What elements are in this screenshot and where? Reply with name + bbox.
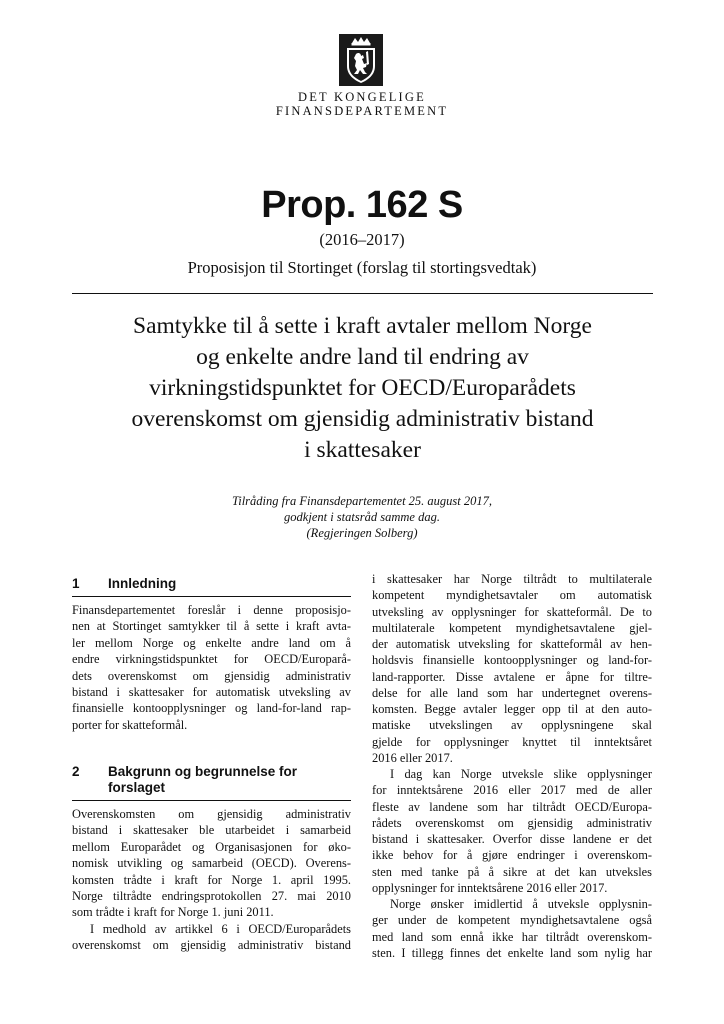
right-column-paragraph (372, 571, 652, 961)
text-line: nomisk utvikling og samarbeid (OECD). Overens- (72, 856, 351, 871)
text-line: ger under de kompetent myndighetsavtalene også (372, 913, 652, 928)
text-line: mellom Europarådet og Organisasjonen for øko- (72, 839, 351, 854)
text-line: komsten trådte i kraft for Norge 1. april 1995. (72, 872, 351, 887)
title-line: virkningstidspunktet for OECD/Europarådets (149, 375, 576, 401)
text-line: Norge ønsker imidlertid å utveksle opplysnin- (390, 897, 652, 911)
section-divider (72, 596, 351, 597)
text-line: der automatisk utveksling for skatteformål av hen- (372, 637, 652, 651)
approval-line: Tilråding fra Finansdepartementet 25. august 2017, (231, 494, 493, 508)
text-line: opplysninger for inntektsårene 2016 eller 2017. (372, 880, 608, 895)
section-title-line: forslaget (108, 779, 166, 795)
text-line: bistand i skattesaker ble utarbeidet i samarbeid (72, 823, 351, 838)
text-line: endre virkningstidspunktet for OECD/Europarå- (72, 652, 351, 667)
text-line: gjelde for opplysninger knyttet til inntektsåret (372, 734, 652, 749)
text-line: utveksling av opplysninger for skatteformål. De to (372, 604, 652, 619)
text-line: land-rapporter. Disse avtalene er åpne for tiltre- (372, 669, 652, 684)
text-line: I medhold av artikkel 6 i OECD/Europarådets (90, 921, 351, 936)
approval-line: godkjent i statsråd samme dag. (284, 510, 440, 524)
text-line: finansielle kontoopplysninger og land-for-land rap- (72, 701, 351, 716)
text-line: komsten. Begge avtaler legger opp til at den auto- (372, 702, 652, 716)
text-line: bistand i skattesaker for automatisk utveksling av (72, 684, 351, 699)
proposition-type: Proposisjon til Stortinget (forslag til stortingsvedtak) (187, 258, 537, 277)
section-number: 1 (72, 576, 80, 591)
title-line: i skattesaker (304, 437, 421, 463)
approval-line: (Regjeringen Solberg) (306, 526, 418, 540)
text-line: bistand i skattesaker. Overfor disse landene er det (372, 832, 652, 846)
session-years: (2016–2017) (319, 230, 405, 249)
text-line: i skattesaker har Norge tiltrådt to multilaterale (372, 572, 652, 586)
text-line: dets overenskomst om gjensidig administrativ (72, 668, 351, 683)
text-line: sten med tanke på å sikre at det kan utveksles (372, 864, 652, 879)
text-line: delse for alle land som har undertegnet overens- (372, 685, 652, 700)
text-line: Overenskomsten om gjensidig administrativ (72, 807, 351, 821)
ministry-name-line2: FINANSDEPARTEMENT (275, 104, 449, 118)
text-line: ler mellom Norge og enkelte andre land om å (72, 635, 351, 650)
text-line: Finansdepartementet foreslår i denne proposisjo- (72, 603, 351, 617)
section-2-paragraph (72, 806, 351, 954)
title-line: og enkelte andre land til endring av (196, 344, 529, 370)
text-line: Norge tiltrådte endringsprotokollen 27. mai 2010 (72, 888, 351, 903)
approval-note (0, 493, 724, 541)
title-line: Samtykke til å sette i kraft avtaler mellom Norge (133, 313, 592, 339)
text-line: rådets overenskomst om gjensidig administrativ (372, 815, 652, 830)
text-line: 2016 eller 2017. (372, 750, 453, 765)
text-line: sten. I tillegg finnes det enkelte land som nylig har (372, 945, 652, 960)
ministry-name-line1: DET KONGELIGE (297, 90, 426, 104)
section-1-paragraph (72, 602, 351, 733)
text-line: som trådte i kraft for Norge 1. juni 2011. (72, 905, 274, 920)
text-line: nen at Stortinget samtykker til å sette i kraft avta- (72, 619, 351, 634)
text-line: fleste av landene som har tiltrådt OECD/Europa- (372, 799, 652, 814)
text-line: kompetent myndighetsavtaler om automatisk (372, 588, 652, 603)
document-title (72, 311, 653, 466)
text-line: for inntektsårene 2016 eller 2017 med de aller (372, 783, 652, 798)
text-line: holdsvis finansielle kontoopplysninger og land-for- (372, 653, 652, 668)
section-title: Innledning (108, 576, 177, 591)
text-line: med land som ennå ikke har tiltrådt overenskom- (372, 929, 652, 944)
title-divider (72, 293, 653, 294)
text-line: overenskomst om gjensidig administrativ bistand (72, 938, 351, 953)
title-line: overenskomst om gjensidig administrativ bistand (131, 406, 594, 432)
norwegian-coat-of-arms-icon (339, 34, 383, 86)
section-divider (72, 800, 351, 801)
section-title (108, 764, 351, 795)
text-line: I dag kan Norge utveksle slike opplysninger (390, 767, 652, 781)
text-line: multilaterale kompetent myndighetsavtalene gjel- (372, 620, 652, 635)
document-number: Prop. 162 S (261, 184, 463, 226)
section-number: 2 (72, 764, 80, 779)
text-line: matiske utvekslingen av opplysningene skal (372, 718, 652, 733)
text-line: porter for skatteformål. (72, 717, 188, 732)
text-line: ikke behov for å gjøre endringer i overenskom- (372, 848, 652, 863)
section-title-line: Bakgrunn og begrunnelse for (108, 764, 298, 779)
